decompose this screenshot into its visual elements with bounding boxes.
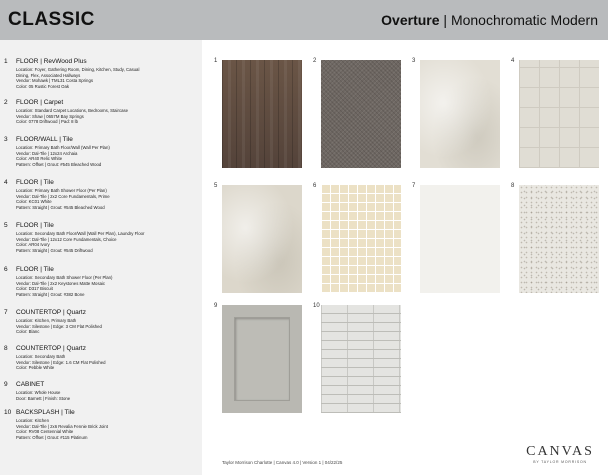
- spec-detail-line: Location: Standard Carpet Locations, Bedrooms, Staircase: [16, 108, 129, 113]
- spec-detail-line: Vendor: Shaw | 0657M Bay Springs: [16, 113, 84, 119]
- spec-details: [16, 418, 200, 440]
- spec-title: BACKSPLASH | Tile: [16, 409, 75, 416]
- spec-detail-line: Color: Blanc: [16, 329, 40, 335]
- spec-detail-line: Location: Foyer, Gathering Room, Dining, Kitchen, Study, Casual: [16, 67, 140, 72]
- brick-backsplash-swatch: [321, 305, 401, 413]
- logo-wordmark: CANVAS: [526, 444, 594, 459]
- cabinet-door-swatch: [222, 305, 302, 413]
- spec-number: 8: [4, 345, 8, 352]
- spec-title: FLOOR | Tile: [16, 222, 54, 229]
- carpet-swatch: [321, 60, 401, 168]
- spec-detail-line: Vendor: Mohawk | TML31 Costa Springs: [16, 78, 93, 84]
- spec-title: FLOOR | Tile: [16, 266, 54, 273]
- spec-detail-line: Vendor: Silestone | Edge: 3 CM Flat Polished: [16, 323, 102, 329]
- stone-tile-swatch: [222, 185, 302, 293]
- spec-details: [16, 188, 200, 210]
- spec-details: [16, 108, 200, 125]
- logo-tagline: BY TAYLOR MORRISON: [533, 460, 587, 464]
- spec-details: [16, 318, 200, 335]
- swatch-number: 7: [412, 183, 416, 189]
- collection-style: Monochromatic Modern: [450, 12, 598, 28]
- spec-detail-line: Color: RV08 Centennial White: [16, 429, 74, 435]
- footer-text: Taylor Morrison Charlotte | Canvas 4.0 | Version 1 | 04/22/25: [222, 460, 343, 465]
- spec-number: 2: [4, 99, 8, 106]
- spec-title: FLOOR | Tile: [16, 179, 54, 186]
- swatch-number: 3: [412, 58, 416, 64]
- spec-title: FLOOR/WALL | Tile: [16, 136, 73, 143]
- spec-number: 1: [4, 58, 8, 65]
- swatch-number: 6: [313, 183, 317, 189]
- spec-number: 9: [4, 381, 8, 388]
- swatch-number: 1: [214, 58, 218, 64]
- swatch-number: 4: [511, 58, 515, 64]
- collection-title: [381, 12, 598, 28]
- cabinet-door-panel: [234, 317, 290, 401]
- swatch-number: 8: [511, 183, 515, 189]
- spec-detail-line: Pattern: Offset | Grout: #545 Bleached Wood: [16, 161, 102, 167]
- spec-detail-line: Vendor: Dal-Tile | 12x12 Core Fundamentals, Choice: [16, 236, 117, 242]
- spec-title: FLOOR | RevWood Plus: [16, 58, 87, 65]
- spec-detail-line: Color: AR40 Relic White: [16, 156, 63, 162]
- spec-detail-line: Vendor: Dal-Tile | 12x24 Archaia: [16, 150, 78, 156]
- spec-number: 4: [4, 179, 8, 186]
- spec-details: [16, 145, 200, 167]
- brand-title: CLASSIC: [8, 9, 95, 30]
- spec-detail-line: Color: 0778 Driftwood | Pad: 8 lb: [16, 119, 79, 125]
- spec-detail-line: Location: Kitchen: [16, 418, 49, 423]
- spec-detail-line: Dining, Flex, Associated Hallways: [16, 72, 81, 78]
- spec-detail-line: Door: Barnett | Finish: Stone: [16, 395, 71, 401]
- spec-detail-line: Pattern: Offset | Grout: #115 Platinum: [16, 434, 88, 440]
- spec-title: CABINET: [16, 381, 45, 388]
- spec-detail-line: Location: Kitchen, Primary Bath: [16, 318, 77, 323]
- spec-title: COUNTERTOP | Quartz: [16, 345, 86, 352]
- spec-number: 5: [4, 222, 8, 229]
- spec-detail-line: Pattern: Straight | Grout: #545 Driftwood: [16, 247, 93, 253]
- spec-title: COUNTERTOP | Quartz: [16, 309, 86, 316]
- spec-detail-line: Vendor: Silestone | Edge: 1.6 CM Flat Polished: [16, 359, 106, 365]
- canvas-logo: [519, 440, 601, 468]
- spec-detail-line: Vendor: Dal-Tile | 2x2 Keystones Matte Mosaic: [16, 280, 106, 286]
- spec-detail-line: Color: KC01 White: [16, 199, 52, 205]
- spec-details: [16, 390, 200, 401]
- spec-details: [16, 275, 200, 297]
- spec-detail-line: Color: AR04 Ivory: [16, 242, 50, 248]
- spec-number: 3: [4, 136, 8, 143]
- spec-detail-line: Color: 05 Rustic Forest Oak: [16, 83, 70, 89]
- spec-detail-line: Vendor: Dal-Tile | 2x6 Revalia Fennie Brick Joint: [16, 423, 108, 429]
- collection-name: Overture: [381, 12, 440, 28]
- square-tile-swatch: [519, 60, 599, 168]
- spec-details: [16, 354, 200, 371]
- spec-detail-line: Color: D317 Biscuit: [16, 286, 53, 292]
- swatch-number: 10: [313, 303, 320, 309]
- spec-detail-line: Location: Secondary Bath: [16, 354, 66, 359]
- swatch-number: 5: [214, 183, 218, 189]
- swatch-number: 9: [214, 303, 218, 309]
- wood-floor-swatch: [222, 60, 302, 168]
- spec-detail-line: Pattern: Straight | Grout: #545 Bleached Wood: [16, 204, 105, 210]
- spec-details: [16, 67, 200, 89]
- spec-number: 7: [4, 309, 8, 316]
- speckled-quartz-swatch: [519, 185, 599, 293]
- spec-detail-line: Location: Secondary Bath Floor/Wall (Wall Per Plan), Laundry Floor: [16, 231, 145, 236]
- spec-detail-line: Location: Whole House: [16, 390, 61, 395]
- spec-detail-line: Color: Pebble White: [16, 365, 55, 371]
- spec-detail-line: Location: Primary Bath Floor/Wall (Wall Per Plan): [16, 145, 110, 150]
- spec-number: 6: [4, 266, 8, 273]
- spec-number: 10: [4, 409, 12, 416]
- marble-tile-swatch: [420, 60, 500, 168]
- spec-detail-line: Location: Secondary Bath Shower Floor (Per Plan): [16, 275, 113, 280]
- header-bar: [0, 0, 608, 40]
- spec-detail-line: Pattern: Straight | Grout: #382 Bone: [16, 291, 85, 297]
- mosaic-tile-swatch: [321, 185, 401, 293]
- collection-separator: |: [443, 12, 448, 28]
- spec-detail-line: Location: Primary Bath Shower Floor (Per Plan): [16, 188, 107, 193]
- spec-detail-line: Vendor: Dal-Tile | 2x2 Core Fundamentals, Prime: [16, 193, 110, 199]
- swatch-number: 2: [313, 58, 317, 64]
- spec-details: [16, 231, 200, 253]
- spec-title: FLOOR | Carpet: [16, 99, 64, 106]
- white-quartz-swatch: [420, 185, 500, 293]
